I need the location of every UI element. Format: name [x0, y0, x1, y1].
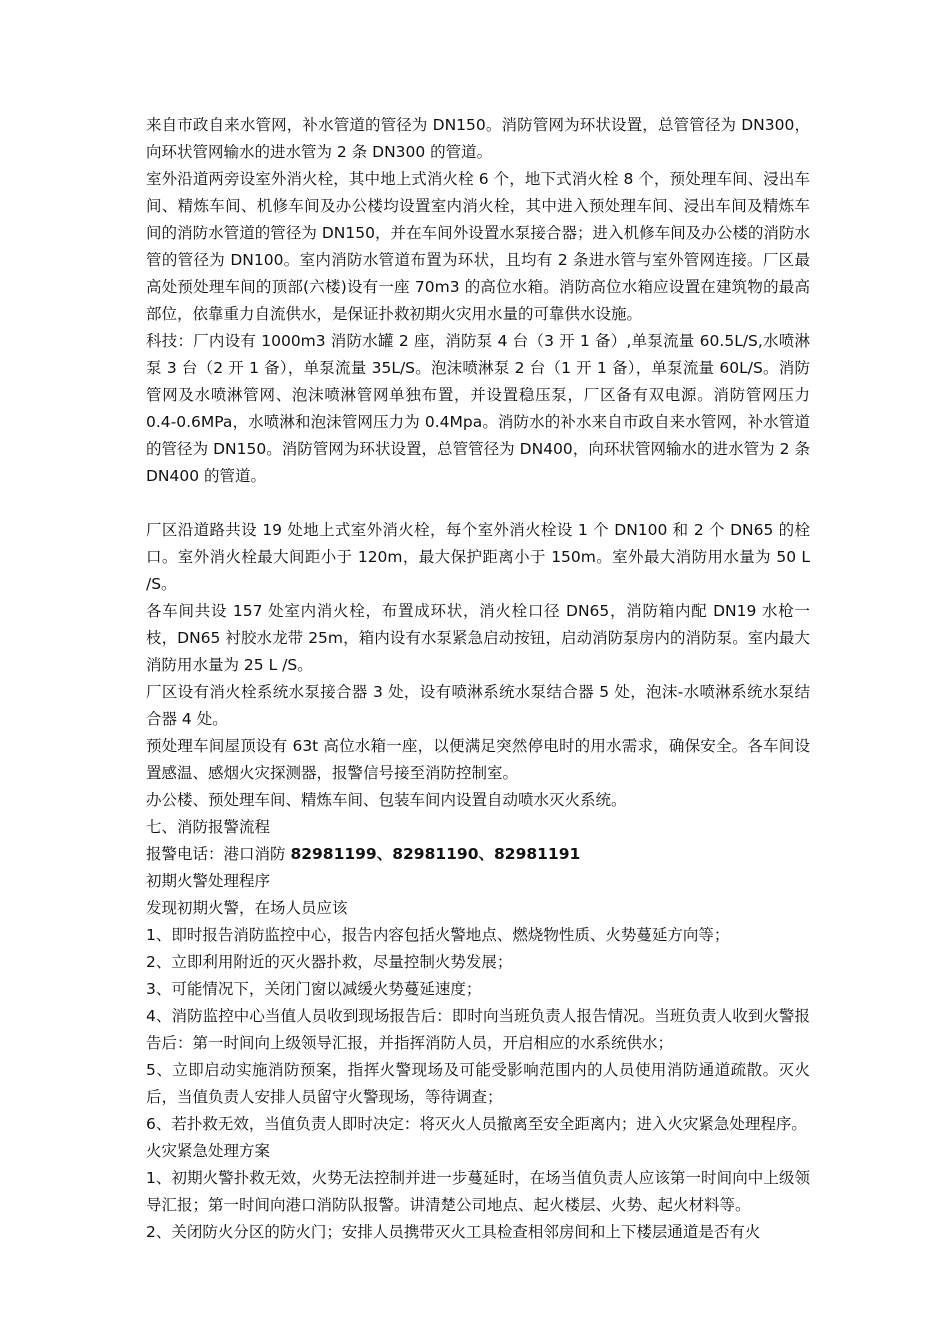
list-item: 1、初期火警扑救无效，火势无法控制并进一步蔓延时，在场当值负责人应该第一时间向中上级领导汇报；第一时间向港口消防队报警。讲清楚公司地点、起火楼层、火势、起火材料等。	[146, 1169, 810, 1214]
alarm-phone-numbers: 82981199、82981190、82981191	[290, 845, 581, 863]
subheading: 初期火警处理程序	[146, 872, 271, 890]
section-heading: 七、消防报警流程	[146, 818, 271, 836]
paragraph: 办公楼、预处理车间、精炼车间、包装车间内设置自动喷水灭火系统。	[146, 791, 627, 809]
paragraph: 来自市政自来水管网，补水管道的管径为 DN150。消防管网为环状设置，总管管径为 DN300，向环状管网输水的进水管为 2 条 DN300 的管道。	[146, 116, 810, 161]
paragraph: 室外沿道两旁设室外消火栓，其中地上式消火栓 6 个，地下式消火栓 8 个，预处理车间、浸出车间、精炼车间、机修车间及办公楼均设置室内消火栓，其中进入预处理车间、浸出车间及精炼车间的消防水管道的管径为 DN150，并在车间外设置水泵接合器；进入机修车间及办公楼的消防水管的管径为 DN100。室内消防水管道布置为环状，且均有 2 条进水管与室外管网连接。厂区最高处预处理车间的顶部(六楼)设有一座 70m3 的高位水箱。消防高位水箱应设置在建筑物的最高部位，依靠重力自流供水，是保证扑救初期火灾用水量的可靠供水设施。	[146, 170, 810, 323]
paragraph: 发现初期火警，在场人员应该	[146, 899, 348, 917]
blank-line	[146, 490, 810, 517]
alarm-phone-line	[146, 841, 810, 868]
list-item: 5、立即启动实施消防预案，指挥火警现场及可能受影响范围内的人员使用消防通道疏散。灭火后，当值负责人安排人员留守火警现场，等待调查；	[146, 1061, 810, 1106]
list-item: 3、可能情况下，关闭门窗以减缓火势蔓延速度；	[146, 980, 482, 998]
document-page	[146, 112, 810, 1246]
list-item: 2、关闭防火分区的防火门；安排人员携带灭火工具检查相邻房间和上下楼层通道是否有火	[146, 1223, 761, 1241]
list-item: 1、即时报告消防监控中心，报告内容包括火警地点、燃烧物性质、火势蔓延方向等；	[146, 926, 730, 944]
paragraph: 厂区沿道路共设 19 处地上式室外消火栓，每个室外消火栓设 1 个 DN100 和 2 个 DN65 的栓口。室外消火栓最大间距小于 120m，最大保护距离小于 150m。室外最大消防用水量为 50 L /S。	[146, 521, 810, 593]
alarm-phone-label: 报警电话：港口消防	[146, 845, 291, 863]
paragraph: 厂区设有消火栓系统水泵接合器 3 处，设有喷淋系统水泵结合器 5 处，泡沫-水喷淋系统水泵结合器 4 处。	[146, 683, 810, 728]
paragraph: 各车间共设 157 处室内消火栓，布置成环状，消火栓口径 DN65，消防箱内配 DN19 水枪一枝，DN65 衬胶水龙带 25m，箱内设有水泵紧急启动按钮，启动消防泵房内的消防泵。室内最大消防用水量为 25 L /S。	[146, 602, 810, 674]
list-item: 6、若扑救无效，当值负责人即时决定：将灭火人员撤离至安全距离内；进入火灾紧急处理程序。	[146, 1115, 807, 1133]
subheading: 火灾紧急处理方案	[146, 1142, 271, 1160]
paragraph: 预处理车间屋顶设有 63t 高位水箱一座，以便满足突然停电时的用水需求，确保安全。各车间设置感温、感烟火灾探测器，报警信号接至消防控制室。	[146, 737, 810, 782]
list-item: 4、消防监控中心当值人员收到现场报告后：即时向当班负责人报告情况。当班负责人收到火警报告后：第一时间向上级领导汇报，并指挥消防人员，开启相应的水系统供水；	[146, 1007, 810, 1052]
list-item: 2、立即利用附近的灭火器扑救，尽量控制火势发展；	[146, 953, 513, 971]
paragraph: 科技：厂内设有 1000m3 消防水罐 2 座，消防泵 4 台（3 开 1 备）,单泵流量 60.5L/S,水喷淋泵 3 台（2 开 1 备），单泵流量 35L/S。泡沫喷淋泵 2 台（1 开 1 备），单泵流量 60L/S。消防管网及水喷淋管网、泡沫喷淋管网单独布置，并设置稳压泵，厂区备有双电源。消防管网压力 0.4-0.6MPa，水喷淋和泡沫管网压力为 0.4Mpa。消防水的补水来自市政自来水管网，补水管道的管径为 DN150。消防管网为环状设置，总管管径为 DN400，向环状管网输水的进水管为 2 条 DN400 的管道。	[146, 332, 810, 485]
